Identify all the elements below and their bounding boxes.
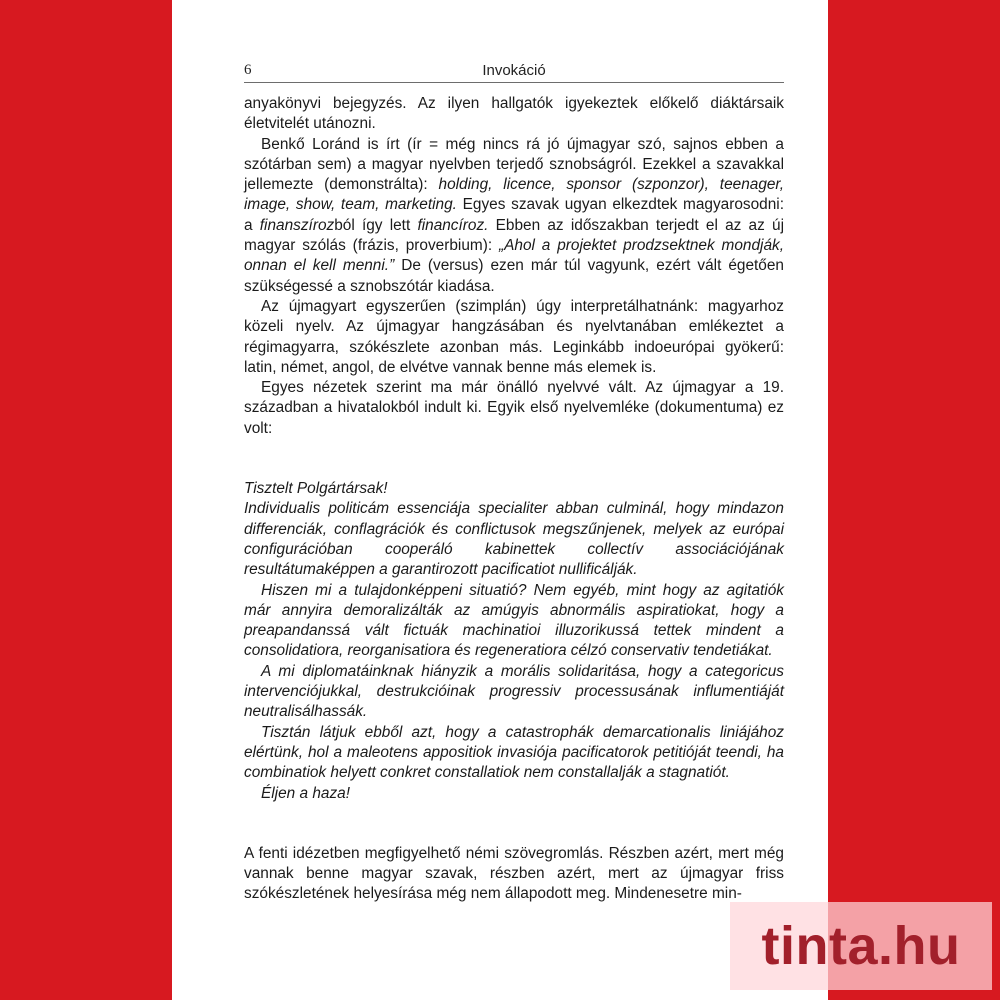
italic-word: financíroz. [417, 216, 489, 234]
spacer [244, 804, 784, 844]
quote-salutation: Tisztelt Polgártársak! [244, 480, 388, 498]
paragraph-5: A fenti idézetben megfigyelhető némi szövegromlás. Részben azért, mert még vannak benne magyar szavak, részben azért, mert az újmagyar friss szókészletének helyesírása még nem állapodott meg. Mindenesetre min- [244, 844, 784, 903]
paragraph-2 [244, 135, 784, 297]
italic-saying: „Ahol a projektet prodzsektnek mondják, onnan el kell menni.” [244, 237, 784, 275]
quote-paragraph-3: A mi diplomatáinknak hiányzik a morális solidaritása, hogy a categoricus intervenciójukkal, destrukcióinak progressiv processusának influmentiáját neutralisálhassák. [244, 662, 784, 721]
text-run: Ebben az időszakban terjedt el az az új magyar szólás (frázis, proverbium): [244, 216, 784, 255]
paragraph-1: anyakönyvi bejegyzés. Az ilyen hallgatók igyekeztek előkelő diáktársaik életvitelét utánozni. [244, 95, 784, 133]
chapter-title: Invokáció [482, 62, 546, 79]
italic-word-list: holding, licence, sponsor (szponzor), teenager, image, show, team, marketing. [244, 176, 784, 214]
page-body [244, 94, 784, 905]
text-run: ból így lett [334, 216, 418, 234]
quote-paragraph-2: Hiszen mi a tulajdonképpeni situatió? Nem egyéb, mint hogy az agitatiók már annyira demoralizálták az amúgyis abnormális aspiratiokat, hogy a preapandanssá vált fictuák machinatioi illuzorikussá tettek mindent a consolidatiora, reorganisatiora és regeneratiora célzó conservativ tendetiákat. [244, 581, 784, 660]
paragraph-4: Egyes nézetek szerint ma már önálló nyelvvé vált. Az újmagyar a 19. században a hivatalokból indult ki. Egyik első nyelvemléke (dokumentuma) ez volt: [244, 379, 784, 437]
watermark-logo: tinta.hu [730, 902, 992, 990]
page-number: 6 [244, 62, 252, 78]
paragraph-3: Az újmagyart egyszerűen (szimplán) úgy interpretálhatnánk: magyarhoz közeli nyelv. Az újmagyar hangzásában és nyelvtanában emlékeztet a régimagyarra, szókészlete azonban más. Leginkább indoeurópai gyökerű: latin, német, angol, de elvétve vannak benne más elemek is. [244, 297, 784, 376]
running-header [244, 62, 784, 83]
quote-paragraph-1: Individualis politicám essenciája specialiter abban culminál, hogy mindazon differenciák, conflagrációk és conflictusok megszűnjenek, melyek az európai configurációban cooperáló kabinettek collectív associációjának resultátumaképpen a garantirozott pacificatiot nullificálják. [244, 500, 784, 579]
quoted-text [244, 479, 784, 804]
book-page [172, 0, 828, 1000]
italic-word: finanszíroz [259, 216, 335, 234]
text-run: Benkő Loránd is írt (ír = még nincs rá jó újmagyar szó, sajnos ebben a szótárban sem) a magyar nyelvben terjedő sznobságról. Ezekkel a szavakkal jellemezte (demonstrálta): [244, 135, 784, 194]
text-run: Egyes szavak ugyan elkezdtek magyarosodni: a [244, 196, 784, 234]
spacer [244, 439, 784, 479]
quote-closing: Éljen a haza! [261, 784, 350, 802]
text-run: De (versus) ezen már túl vagyunk, ezért vált égetően szükségessé a sznobszótár kiadása. [244, 257, 784, 295]
quote-paragraph-4: Tisztán látjuk ebből azt, hogy a catastrophák demarcationalis liniájához elértünk, hol a maleotens appositiok invasiója pacificatorok petitióját teendi, ha combinatiok helyett conkret constallatiok nem constallalják a stagnatiót. [244, 723, 784, 782]
